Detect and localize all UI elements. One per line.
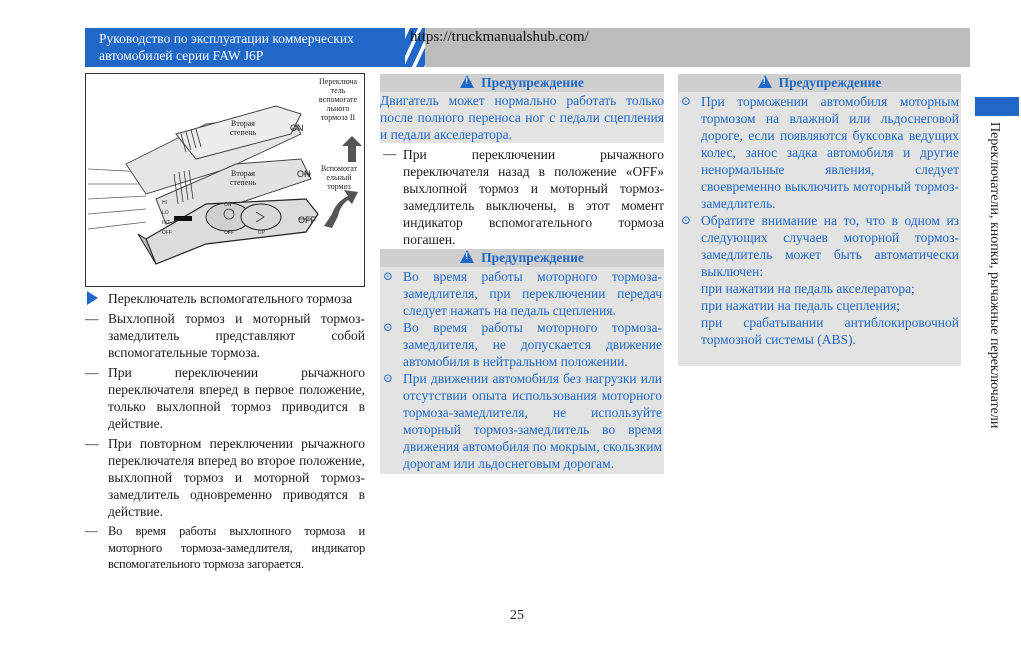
middle-column bbox=[380, 74, 664, 474]
second-stage-label-2: Вторая степень bbox=[229, 169, 257, 187]
section-tab-marker bbox=[975, 97, 1019, 116]
dash-bullet: — bbox=[85, 436, 99, 451]
svg-text:OFF: OFF bbox=[162, 230, 172, 236]
left-column bbox=[85, 290, 365, 576]
warning-triangle-icon bbox=[460, 250, 474, 263]
circle-bullet-icon: ⊙ bbox=[681, 213, 692, 227]
manual-title bbox=[85, 28, 405, 64]
circle-bullet-icon: ⊙ bbox=[383, 269, 394, 283]
section-side-title: Переключатели, кнопки, рычажные переключатели bbox=[987, 122, 1002, 429]
warning-box-padding bbox=[678, 348, 959, 364]
list-item: — При переключении рычажного переключателя вперед в первое положение, только выхлопной тормоз приводится в действие. bbox=[85, 365, 365, 431]
sub-item: при нажатии на педаль сцепления; bbox=[701, 298, 900, 313]
warning-item: ⊙ Обратите внимание на то, что в одном из следующих случаев моторной тормоз-замедлитель может быть автоматически выключен: bbox=[681, 213, 959, 279]
svg-text:HI: HI bbox=[162, 200, 167, 206]
circle-bullet-icon: ⊙ bbox=[383, 320, 394, 334]
warning-item: ⊙ При торможении автомобиля моторным тормозом на влажной или льдоснеговой дороге, если появляются буксовка ведущих колес, занос задка автомобиля и другие ненормальные явления, следует своевременно выключить моторный тормоз-замедлитель. bbox=[681, 94, 959, 211]
list-item: — Выхлопной тормоз и моторный тормоз-замедлитель представляют собой вспомогательные тормоза. bbox=[85, 311, 365, 360]
right-column bbox=[678, 74, 961, 366]
warning-triangle-icon bbox=[460, 75, 474, 88]
warning-box-3 bbox=[678, 92, 961, 366]
svg-text:UP: UP bbox=[258, 230, 265, 236]
dash-bullet: — bbox=[85, 365, 99, 380]
source-url[interactable]: https://truckmanualshub.com/ bbox=[410, 29, 589, 45]
second-stage-label-1: Вторая степень bbox=[229, 119, 257, 137]
svg-text:OFF: OFF bbox=[224, 230, 234, 236]
dash-bullet: — bbox=[85, 311, 99, 326]
aux-brake-switch-ii-label: Переключа тель вспомогате льного тормоза II bbox=[318, 77, 358, 122]
sub-item: при нажатии на педаль акселератора; bbox=[701, 281, 915, 296]
list-item: — При повторном переключении рычажного переключателя вперед во второе положение, выхлопной тормоз и моторной тормоз-замедлитель одновременно приводятся в действие. bbox=[85, 436, 365, 519]
circle-bullet-icon: ⊙ bbox=[681, 94, 692, 108]
dash-bullet: — bbox=[85, 524, 98, 538]
on-label-1: ON bbox=[290, 123, 304, 133]
warning-heading-2: !Предупреждение bbox=[380, 249, 664, 267]
warning-triangle-icon bbox=[758, 75, 772, 88]
header-banner bbox=[85, 28, 405, 67]
warning-item: ⊙ При движении автомобиля без нагрузки или отсутствии опыта использования моторного тормоза-замедлителя, не используйте моторный тормоз-замедлитель во время движения автомобиля по мокрым, скользким дорогам или льдоснеговым дорогам. bbox=[383, 371, 662, 471]
manual-title-line1: Руководство по эксплуатации коммерческих bbox=[99, 31, 354, 46]
list-item: — Во время работы выхлопного тормоза и моторного тормоза-замедлителя, индикатор вспомогательного тормоза загорается. bbox=[85, 524, 365, 571]
section-heading: Переключатель вспомогательного тормоза bbox=[85, 290, 365, 307]
page-number: 25 bbox=[510, 608, 524, 623]
sub-item: при срабатывании антиблокировочной тормозной системы (ABS). bbox=[701, 315, 959, 347]
blue-triangle-icon bbox=[87, 291, 98, 305]
svg-text:ON: ON bbox=[224, 202, 232, 208]
warning-heading-3: !Предупреждение bbox=[678, 74, 961, 92]
warning-item: ⊙ Во время работы моторного тормоза-замедлителя, не допускается движение автомобиля в нейтральном положении. bbox=[383, 320, 662, 369]
circle-bullet-icon: ⊙ bbox=[383, 371, 394, 385]
warning-item: ⊙ Во время работы моторного тормоза-замедлителя, при переключении передач следует нажать на педаль сцепления. bbox=[383, 269, 662, 318]
svg-text:LO: LO bbox=[162, 210, 169, 216]
warning-box-2 bbox=[380, 267, 664, 474]
off-label: OFF bbox=[298, 215, 316, 225]
aux-brake-label: Вспомогат ельный тормоз bbox=[320, 164, 358, 191]
dash-bullet: — bbox=[383, 146, 397, 161]
lever-switch-figure bbox=[85, 73, 365, 287]
svg-text:INT: INT bbox=[162, 220, 171, 226]
manual-title-line2: автомобилей серии FAW J6P bbox=[99, 48, 264, 63]
warning-heading-1: !Предупреждение bbox=[380, 74, 664, 92]
warning-box-1: Двигатель может нормально работать только после полного переноса ног с педали сцепления и педали акселератора. bbox=[380, 93, 664, 142]
list-item: — При переключении рычажного переключателя назад в положение «OFF» выхлопной тормоз и моторный тормоз-замедлитель выключены, в этот момент индикатор вспомогательного тормоза погашен. bbox=[383, 146, 664, 247]
on-label-2: ON bbox=[297, 169, 311, 179]
